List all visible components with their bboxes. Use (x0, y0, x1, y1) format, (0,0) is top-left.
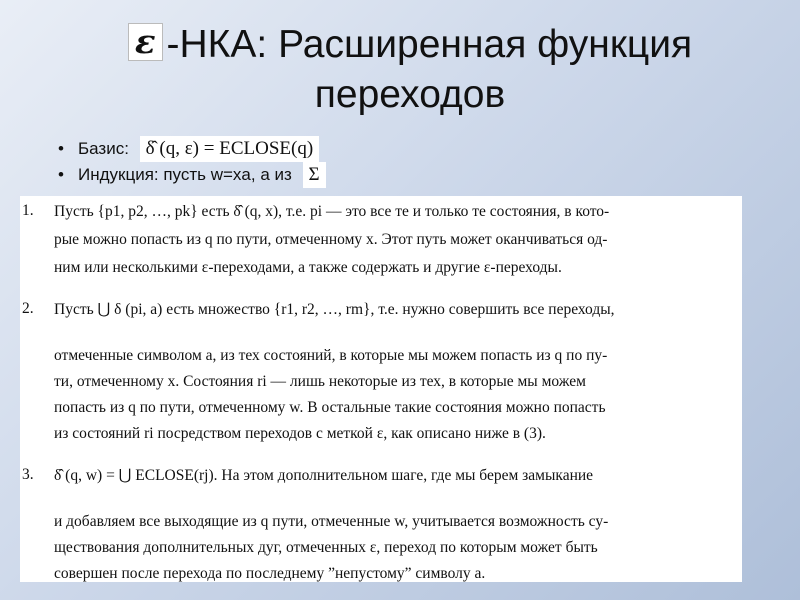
bullet-basis (58, 136, 326, 162)
step-line: ществования дополнительных дуг, отмеченных ε, переход по которым может быть (54, 539, 598, 556)
step-line: δ̂ (q, w) = ⋃ ECLOSE(rj). На этом дополнительном шаге, где мы берем замыкание (54, 467, 594, 484)
step-number: 2. (22, 300, 34, 317)
step-number: 3. (22, 466, 34, 483)
slide-title (60, 20, 760, 120)
sigma-formula: Σ (303, 162, 326, 188)
bullet-list (58, 136, 326, 188)
title-line2: переходов (314, 73, 506, 116)
basis-formula: δ̂ (q, ε) = ECLOSE(q) (140, 136, 319, 162)
step-line: отмеченные символом a, из тех состояний, в которые мы можем попасть из q по пу- (54, 347, 608, 364)
step-line: Пусть ⋃ δ (pi, a) есть множество {r1, r2, …, rm}, т.е. нужно совершить все переходы, (54, 301, 615, 318)
step-number: 1. (22, 202, 34, 219)
bullet-induction (58, 162, 326, 188)
step-line: ним или несколькими ε-переходами, а также содержать и другие ε-переходы. (54, 259, 562, 276)
step-line: Пусть {p1, p2, …, pk} есть δ̂ (q, x), т.е. pi — это все те и только те состояния, в кото- (54, 203, 610, 220)
textbook-excerpt (20, 196, 742, 582)
bullet-induction-text: Индукция: пусть w=xa, a из (78, 165, 292, 184)
step-line: совершен после перехода по последнему ”непустому” символу a. (54, 565, 486, 582)
step-line: из состояний ri посредством переходов с меткой ε, как описано ниже в (3). (54, 425, 546, 442)
title-line1: -НКА: Расширенная функция (166, 23, 693, 66)
step-line: и добавляем все выходящие из q пути, отмеченные w, учитывается возможность су- (54, 513, 609, 530)
step-line: рые можно попасть из q по пути, отмеченному x. Этот путь может оканчиваться од- (54, 231, 608, 248)
step-line: ти, отмеченному x. Состояния ri — лишь некоторые из тех, в которые мы можем (54, 373, 586, 390)
epsilon-symbol: ε (128, 23, 163, 61)
bullet-basis-text: Базис: (78, 139, 129, 158)
step-line: попасть из q по пути, отмеченному w. В остальные такие состояния можно попасть (54, 399, 606, 416)
